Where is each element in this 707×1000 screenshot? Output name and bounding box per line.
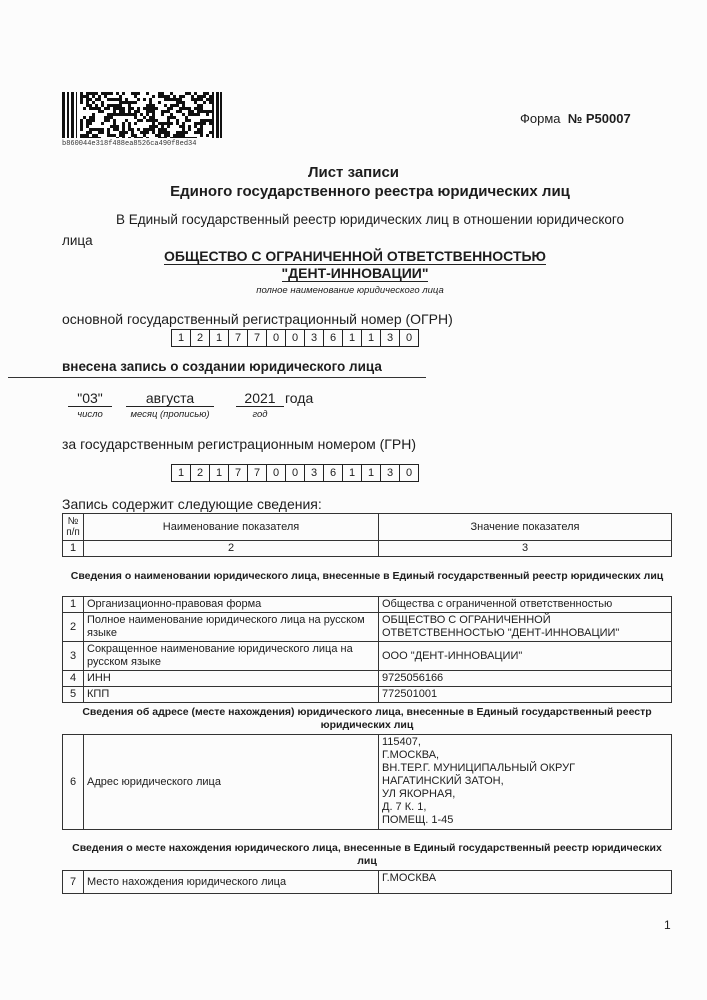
col-value-header: Значение показателя	[379, 514, 672, 541]
table-header-row	[63, 514, 672, 541]
ogrn-digit: 0	[266, 329, 286, 347]
row-num: 3	[63, 642, 84, 671]
grn-digit: 1	[171, 464, 191, 482]
page-subtitle: Единого государственного реестра юридических лиц	[170, 183, 570, 200]
table-row	[63, 613, 672, 642]
grn-digit: 3	[304, 464, 324, 482]
row-value: Общества с ограниченной ответственностью	[379, 597, 672, 613]
page-number: 1	[664, 918, 671, 932]
ogrn-digit: 3	[380, 329, 400, 347]
row-value: 9725056166	[379, 671, 672, 687]
date-month: августа	[126, 390, 214, 407]
address-line: ВН.ТЕР.Г. МУНИЦИПАЛЬНЫЙ ОКРУГ	[382, 762, 576, 774]
col-index: 1	[63, 541, 84, 557]
grn-digit: 7	[228, 464, 248, 482]
ogrn-digit: 1	[209, 329, 229, 347]
date-year-word: года	[285, 390, 314, 406]
table-row	[63, 735, 672, 830]
caption-day: число	[77, 409, 103, 420]
row-num: 6	[63, 735, 84, 830]
address-line: УЛ ЯКОРНАЯ,	[382, 788, 456, 800]
ogrn-digit: 1	[361, 329, 381, 347]
page-title: Лист записи	[307, 164, 400, 181]
section-title: Сведения об адресе (месте нахождения) юридического лица, внесенные в Единый государственный реестр юридических лиц	[82, 706, 652, 731]
section3-table	[62, 870, 672, 894]
caption-month: месяц (прописью)	[130, 409, 210, 420]
address-line: Д. 7 К. 1,	[382, 801, 427, 813]
section1-table	[62, 596, 672, 703]
row-name: Организационно-правовая форма	[84, 597, 379, 613]
barcode-code: b860044e318f488ea8526ca490f8ed34	[62, 140, 197, 148]
col-index: 2	[84, 541, 379, 557]
ogrn-digit: 7	[247, 329, 267, 347]
col-name-header: Наименование показателя	[84, 514, 379, 541]
header-table	[62, 513, 672, 557]
table-row	[63, 687, 672, 703]
grn-digit: 6	[323, 464, 343, 482]
grn-digit: 1	[209, 464, 229, 482]
table-row	[63, 597, 672, 613]
row-name: Полное наименование юридического лица на русском языке	[84, 613, 379, 642]
table-index-row	[63, 541, 672, 557]
row-num: 4	[63, 671, 84, 687]
ogrn-digit: 2	[190, 329, 210, 347]
section-title: Сведения о месте нахождения юридического лица, внесенные в Единый государственный реестр юридических лиц	[72, 842, 662, 867]
ogrn-digit: 1	[171, 329, 191, 347]
grn-digit: 0	[266, 464, 286, 482]
date-day: "03"	[68, 390, 112, 407]
row-num: 2	[63, 613, 84, 642]
grn-digit: 1	[342, 464, 362, 482]
col-index: 3	[379, 541, 672, 557]
row-value: ООО "ДЕНТ-ИННОВАЦИИ"	[379, 642, 672, 671]
ogrn-digit: 0	[399, 329, 419, 347]
org-full-name: ОБЩЕСТВО С ОГРАНИЧЕННОЙ ОТВЕТСТВЕННОСТЬЮ "ДЕНТ-ИННОВАЦИИ"	[164, 248, 546, 281]
ogrn-label: основной государственный регистрационный номер (ОГРН)	[62, 311, 453, 327]
contains-text: Запись содержит следующие сведения:	[62, 496, 322, 512]
section2-table	[62, 734, 672, 830]
section-title: Сведения о наименовании юридического лица, внесенные в Единый государственный реестр юридических лиц	[70, 570, 664, 582]
row-name: Место нахождения юридического лица	[84, 871, 379, 894]
address-line: Г.МОСКВА,	[382, 749, 440, 761]
form-number: Форма № Р50007	[520, 111, 631, 126]
table-row	[63, 642, 672, 671]
barcode-icon	[62, 92, 222, 138]
col-num-header: № п/п	[63, 514, 84, 541]
grn-digit: 0	[399, 464, 419, 482]
row-num: 1	[63, 597, 84, 613]
grn-digit: 0	[285, 464, 305, 482]
table-row	[63, 671, 672, 687]
address-line: ПОМЕЩ. 1-45	[382, 814, 454, 826]
ogrn-digit: 3	[304, 329, 324, 347]
row-value: ОБЩЕСТВО С ОГРАНИЧЕННОЙ ОТВЕТСТВЕННОСТЬЮ "ДЕНТ-ИННОВАЦИИ"	[379, 613, 672, 642]
intro-text-2: лица	[62, 233, 93, 248]
row-num: 7	[63, 871, 84, 894]
intro-text: В Единый государственный реестр юридических лиц в отношении юридического	[116, 212, 625, 227]
ogrn-digits	[172, 329, 419, 347]
grn-digits	[172, 464, 419, 482]
date-year: 2021	[236, 390, 284, 407]
ogrn-digit: 6	[323, 329, 343, 347]
event-text: внесена запись о создании юридического лица	[62, 359, 382, 374]
ogrn-digit: 1	[342, 329, 362, 347]
ogrn-digit: 7	[228, 329, 248, 347]
row-num: 5	[63, 687, 84, 703]
grn-digit: 3	[380, 464, 400, 482]
row-name: Сокращенное наименование юридического лица на русском языке	[84, 642, 379, 671]
grn-digit: 1	[361, 464, 381, 482]
row-name: КПП	[84, 687, 379, 703]
row-value: Г.МОСКВА	[379, 871, 672, 894]
row-value: 772501001	[379, 687, 672, 703]
grn-digit: 2	[190, 464, 210, 482]
address-line: НАГАТИНСКИЙ ЗАТОН,	[382, 775, 504, 787]
grn-digit: 7	[247, 464, 267, 482]
row-value	[379, 735, 672, 830]
caption-year: год	[252, 409, 268, 420]
row-name: ИНН	[84, 671, 379, 687]
org-name-caption: полное наименование юридического лица	[256, 285, 444, 296]
table-row	[63, 871, 672, 894]
ogrn-digit: 0	[285, 329, 305, 347]
grn-label: за государственным регистрационным номером (ГРН)	[62, 436, 416, 452]
row-name: Адрес юридического лица	[84, 735, 379, 830]
address-line: 115407,	[382, 736, 421, 748]
divider	[8, 377, 426, 378]
